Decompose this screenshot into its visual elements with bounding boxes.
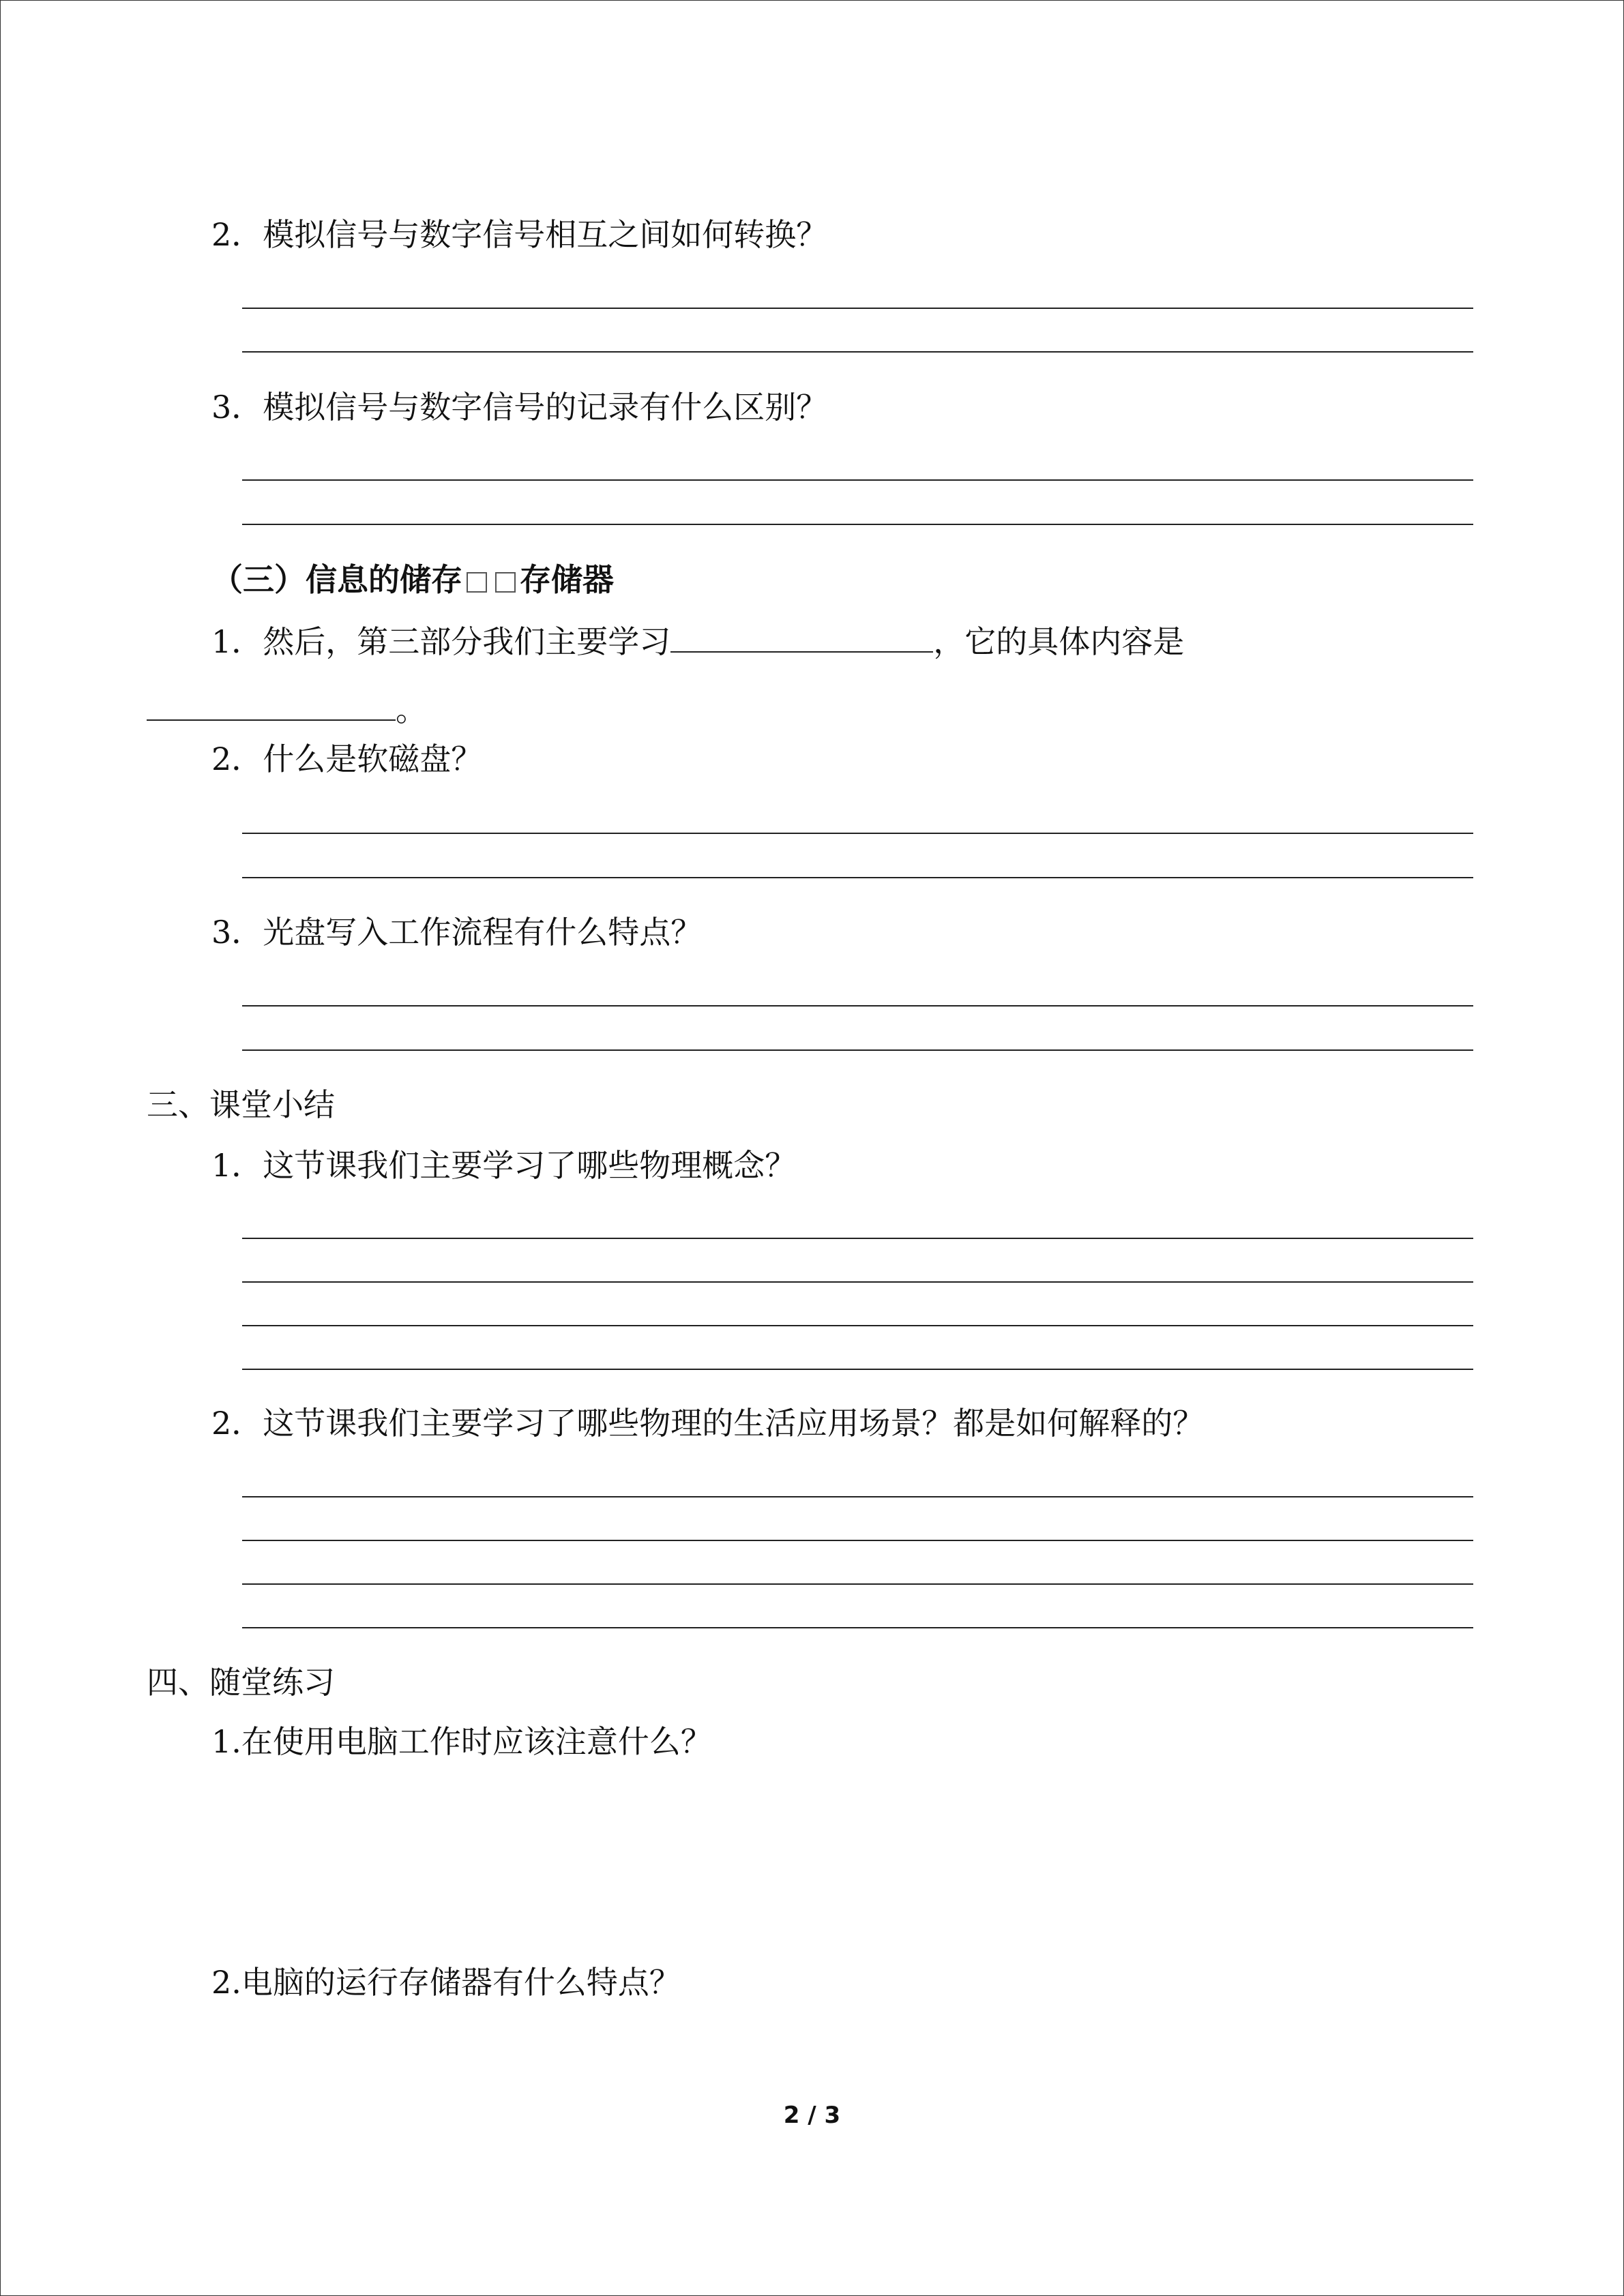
question-3-signal-recording-difference: 3．模拟信号与数字信号的记录有什么区别？ bbox=[211, 389, 828, 426]
section-heading-part-b: 存储器 bbox=[520, 561, 614, 598]
answer-line bbox=[242, 351, 1473, 353]
fill-in-blank[interactable] bbox=[147, 687, 396, 721]
answer-line bbox=[242, 1540, 1473, 1541]
summary-question-1: 1．这节课我们主要学习了哪些物理概念？ bbox=[211, 1147, 797, 1184]
page-number: 2 / 3 bbox=[783, 2102, 841, 2129]
question-1-text-middle: ，它的具体内容是 bbox=[933, 623, 1185, 660]
question-1-continuation bbox=[147, 687, 427, 730]
answer-line bbox=[242, 1496, 1473, 1497]
question-2-analog-digital-conversion: 2．模拟信号与数字信号相互之间如何转换？ bbox=[211, 216, 828, 253]
answer-line bbox=[242, 1369, 1473, 1370]
missing-glyph-box bbox=[495, 572, 516, 593]
answer-line bbox=[242, 1627, 1473, 1628]
question-3-optical-disc-writing: 3．光盘写入工作流程有什么特点？ bbox=[211, 914, 703, 951]
answer-line bbox=[242, 524, 1473, 525]
question-2-floppy-disk: 2．什么是软磁盘？ bbox=[211, 741, 483, 777]
answer-line bbox=[242, 833, 1473, 834]
answer-line bbox=[242, 1583, 1473, 1585]
answer-line bbox=[242, 1325, 1473, 1326]
section-heading-in-class-practice: 四、随堂练习 bbox=[147, 1664, 335, 1701]
answer-line bbox=[242, 1281, 1473, 1283]
practice-question-2: 2.电脑的运行存储器有什么特点？ bbox=[211, 1964, 681, 2001]
answer-line bbox=[242, 877, 1473, 878]
answer-line bbox=[242, 1049, 1473, 1051]
answer-line bbox=[242, 308, 1473, 309]
section-heading-part-a: （三）信息的储存 bbox=[211, 561, 462, 598]
question-1-text-start: 1．然后，第三部分我们主要学习 bbox=[211, 623, 671, 660]
practice-question-1: 1.在使用电脑工作时应该注意什么？ bbox=[211, 1723, 712, 1760]
section-heading-class-summary: 三、课堂小结 bbox=[147, 1086, 335, 1123]
missing-glyph-box bbox=[467, 572, 487, 593]
question-1-third-part-topic bbox=[211, 618, 1184, 662]
answer-line bbox=[242, 1238, 1473, 1239]
answer-line bbox=[242, 1005, 1473, 1007]
section-heading-information-storage bbox=[211, 559, 614, 600]
fill-in-blank[interactable] bbox=[670, 618, 933, 653]
question-1-text-end: 。 bbox=[396, 691, 427, 728]
summary-question-2: 2．这节课我们主要学习了哪些物理的生活应用场景？都是如何解释的？ bbox=[211, 1405, 1205, 1442]
answer-line bbox=[242, 479, 1473, 481]
